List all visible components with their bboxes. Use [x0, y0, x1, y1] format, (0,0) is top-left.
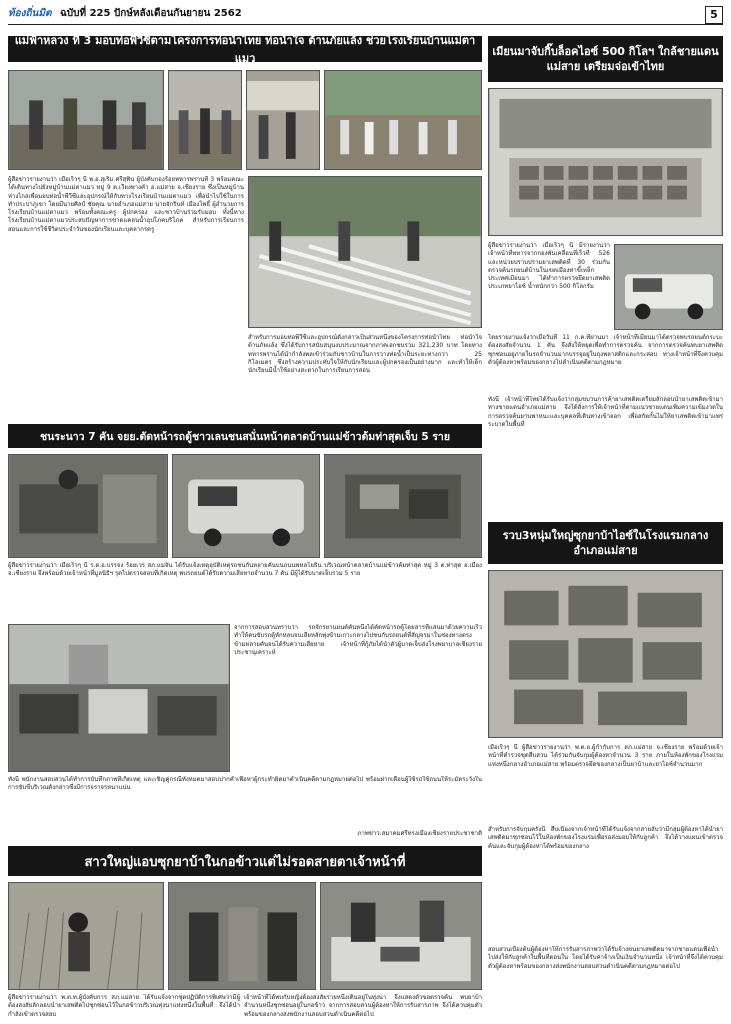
photo-arrest-officers — [168, 882, 316, 990]
story4-paragraph-1: เมื่อเร็วๆ นี้ ผู้สื่อข่าวรายงานว่า พ.ต.อ.ผู้กำกับการ สภ.แม่สาย จ.เชียงราย พร้อมด้วยเจ้าหน้าที่ตำรวจชุดสืบสวน ได้ร่วมกันจับกุมผู้ต้องหาจำนวน 3 ราย ภายในห้องพักของโรงแรมแห่งหนึ่งกลางอำเภอแม่สาย พร้อมตรวจยึดของกลางเป็นยาบ้าและยาไอซ์จำนวนมาก — [488, 744, 723, 768]
photo-crash-rescue — [8, 454, 168, 558]
story3-paragraph-3: ทั้งนี้ พนักงานสอบสวนได้ทำการบันทึกภาพที่เกิดเหตุ และเชิญคู่กรณีทั้งหมดมาสอบปากคำเพื่อหาผู้กระทำผิดมาดำเนินคดีตามกฎหมายต่อไป พร้อมฝากเตือนผู้ใช้รถใช้ถนนให้ระมัดระวังในการขับขี่บริเวณดังกล่าวซึ่งมีการจราจรหนาแน่น — [8, 776, 482, 792]
story2-paragraph-3: ทั้งนี้ เจ้าหน้าที่ไทยได้รับแจ้งว่ากลุ่มขบวนการค้ายาเสพติดเตรียมลักลอบนำยาเสพติดเข้ามาทางชายแดนอำเภอแม่สาย จึงได้สั่งการให้เจ้าหน้าที่ตามแนวชายแดนเพิ่มความเข้มงวดในการตรวจค้นยานพาหนะและบุคคลที่เดินทางเข้าออก เพื่อสกัดกั้นไม่ให้ยาเสพติดเข้ามาแพร่ระบาดในพื้นที่ — [488, 396, 723, 428]
newspaper-logo: ท้องถิ่นมิต — [8, 8, 52, 19]
photo-school-staff — [168, 70, 242, 170]
photo-pvc-pipes — [248, 176, 482, 328]
masthead — [8, 6, 723, 25]
photo-ceremony — [246, 70, 320, 170]
photo-crashed-van — [172, 454, 320, 558]
story4-paragraph-3: สอบสวนเบื้องต้นผู้ต้องหาให้การรับสารภาพว่าได้รับจ้างขนยาเสพติดมาจากชายแดนเพื่อนำไปส่งให้กับลูกค้าในพื้นที่ตอนใน โดยได้รับค่าจ้างเป็นเงินจำนวนหนึ่ง เจ้าหน้าที่จึงได้ควบคุมตัวผู้ต้องหาพร้อมของกลางส่งพนักงานสอบสวนดำเนินคดีตามกฎหมายต่อไป — [488, 946, 723, 970]
story3-paragraph-1: ผู้สื่อข่าวรายงานว่า เมื่อเร็วๆ นี้ ร.ต.อ.บรรจง ร้อยเวร สภ.แม่จัน ได้รับแจ้งเหตุอุบัติเหตุรถชนกันหลายคันบนถนนพหลโยธิน บริเวณหน้าตลาดบ้านแม่ข้าวต้มท่าสุด หมู่ 3 ต.ท่าสุด อ.เมือง จ.เชียงราย จึงพร้อมด้วยเจ้าหน้าที่มูลนิธิฯ รุดไปตรวจสอบที่เกิดเหตุ พบรถยนต์ได้รับความเสียหายจำนวน 7 คัน มีผู้ได้รับบาดเจ็บรวม 5 ราย — [8, 562, 482, 578]
story1-paragraph-1: ผู้สื่อข่าวรายงานว่า เมื่อเร็วๆ นี้ พ.อ.สุเริ่ม ศรีสุพิน ผู้บังคับกองร้อยทหารพรานที่ 3 พร้อมคณะได้เดินทางไปยังหมู่บ้านแม่ตาแมว หมู่ 9 ต.เวียงพางคำ อ.แม่สาย จ.เชียงราย ซึ่งเป็นหมู่บ้านห่างไกลเพื่อมอบท่อน้ำพีวีซีและอุปกรณ์ให้กับทางโรงเรียนบ้านแม่ตาแมว เพื่อนำไปใช้ในการทำประปาภูเขา โดยมีนายศิลป์ ชัยคุณ นายอำเภอแม่สาย นายจักรินท์ เมืองโพธิ์ ผู้อำนวยการโรงเรียนบ้านแม่ตาแมว พร้อมทั้งคณะครู ผู้ปกครอง และชาวบ้านร่วมรับมอบ ทั้งนี้ทางโรงเรียนบ้านแม่ตาแมวประสบปัญหาการขาดแคลนน้ำอุปโภคบริโภค สำหรับการเรียนการสอนและการใช้ชีวิตประจำวันของนักเรียนและบุคลากรครู — [8, 176, 244, 233]
story1-headline: แม่ฟ้าหลวง ที่ 3 มอบท่อพีวีซีตามโครงการท่อน้ำไทย ท่อน้ำใจ ต้านภัยแล้ง ช่วยโรงเรียนบ้านแม่ตาแมว — [8, 36, 482, 62]
story3-paragraph-2: จากการสอบสวนทราบว่า รถจักรยานยนต์คันหนึ่งได้ตัดหน้ารถตู้โดยสารที่แล่นมาด้วยความเร็ว ทำให้คนขับรถตู้หักหลบจนเสียหลักพุ่งข้ามเกาะกลางไปชนกับรถยนต์ที่สัญจรมาในช่องทางตรงข้ามหลายคันจนได้รับความเสียหาย เจ้าหน้าที่กู้ภัยได้นำตัวผู้บาดเจ็บส่งโรงพยาบาลเชียงรายประชานุเคราะห์ — [234, 624, 482, 656]
photo-pickup-truck — [614, 244, 723, 330]
photo-handover-officers — [8, 70, 164, 170]
photo-evidence-table — [320, 882, 482, 990]
photo-seized-drug-packs — [488, 570, 723, 738]
photo-vehicle-wreck — [324, 454, 482, 558]
story5-paragraph-2: เจ้าหน้าที่ได้พบกับหญิงต้องสงสัยรายหนึ่งเดินอยู่ในทุ่งนา จึงแสดงตัวขอตรวจค้น พบยาบ้าจำนวนหนึ่งซุกซ่อนอยู่ในกอข้าว จากการสอบสวนผู้ต้องหาให้การรับสารภาพ จึงได้ควบคุมตัวพร้อมของกลางส่งพนักงานสอบสวนดำเนินคดีต่อไป — [244, 994, 482, 1018]
story4-paragraph-2: สำหรับการจับกุมครั้งนี้ สืบเนื่องจากเจ้าหน้าที่ได้รับแจ้งจากสายลับว่ามีกลุ่มผู้ต้องหาได้นำยาเสพติดมาซุกซ่อนไว้ในห้องพักของโรงแรมเพื่อรอส่งมอบให้กับลูกค้า จึงได้วางแผนเข้าตรวจค้นและจับกุมผู้ต้องหาได้พร้อมของกลาง — [488, 826, 723, 850]
story5-headline: สาวใหญ่แอบซุกยาบ้าในกอข้าวแต่ไม่รอดสายตาเจ้าหน้าที่ — [8, 846, 482, 876]
photo-rice-field-search — [8, 882, 164, 990]
story1-paragraph-3: สำหรับการมอบท่อพีวีซีและอุปกรณ์ดังกล่าวเป็นส่วนหนึ่งของโครงการท่อน้ำไทย ท่อน้ำใจ ต้านภัยแล้ง ซึ่งได้รับการสนับสนุนงบประมาณจากภาคเอกชนรวม 321,230 บาท โดยทางทหารพรานได้นำกำลังพลเข้าร่วมกับชาวบ้านในการวางท่อน้ำเป็นระยะทางกว่า 25 กิโลเมตร ซึ่งสร้างความประทับใจให้กับนักเรียนและผู้ปกครองเป็นอย่างมาก และทำให้เด็กนักเรียนมีน้ำใช้อย่างสะดวกในการเรียนการสอน — [248, 334, 482, 375]
issue-info: ฉบับที่ 225 ปักษ์หลังเดือนกันยายน 2562 — [60, 8, 242, 19]
photo-seized-drugs — [488, 88, 723, 236]
photo-crash-scene-road — [8, 624, 230, 772]
story2-paragraph-2: โดยรายงานแจ้งว่าเมื่อวันที่ 11 ก.ค.ที่ผ่านมา เจ้าหน้าที่เมียนมาได้ตรวจพบรถยนต์กระบะต้องสงสัยจำนวน 1 คัน จึงสั่งให้หยุดเพื่อทำการตรวจค้น จากการตรวจค้นพบยาเสพติดซุกซ่อนอยู่ภายในรถจำนวนมากบรรจุอยู่ในถุงพลาสติกและกระสอบ ทางเจ้าหน้าที่จึงควบคุมตัวผู้ต้องหาพร้อมของกลางไปดำเนินคดีตามกฎหมาย — [488, 334, 723, 366]
photo-students — [324, 70, 482, 170]
story3-photo-credit: ภาพข่าว:สมาคมศรีทรงเมืองเชียงรายประชาชาติ — [357, 830, 482, 837]
story2-headline: เมียนมาจับกิ๊บล็อคไอซ์ 500 กิโลฯ ใกล้ชายแดนแม่สาย เตรียมจ่อเข้าไทย — [488, 36, 723, 82]
story5-paragraph-1: ผู้สื่อข่าวรายงานว่า พ.ต.ท.ผู้บังคับการ สภ.แม่สาย ได้รับแจ้งจากชุดปฏิบัติการพิเศษว่ามีผู้ต้องสงสัยลักลอบนำยาเสพติดไปซุกซ่อนไว้ในกอข้าวบริเวณทุ่งนาแห่งหนึ่งในพื้นที่ จึงได้นำกำลังเข้าตรวจสอบ — [8, 994, 240, 1018]
page-number: 5 — [705, 6, 723, 24]
story3-headline: ชนระนาว 7 คัน จยย.ตัดหน้ารถตู้ชาวเลนชนสนั่นหน้าตลาดบ้านแม่ข้าวต้มท่าสุดเจ็บ 5 ราย — [8, 424, 482, 448]
story2-paragraph-1: ผู้สื่อข่าวรายงานว่า เมื่อเร็วๆ นี้ มีรายงานว่า เจ้าหน้าที่ทหารจากกองพันเคลื่อนที่เร็วที่ 526 และหน่วยปราบปรามยาเสพติดที่ 30 ร่วมกันตรวจค้นรถยนต์บ้านในเขตเมืองท่าขี้เหล็ก ประเทศเมียนมา ได้ทำการตรวจยึดยาเสพติดประเภทยาไอซ์ น้ำหนักกว่า 500 กิโลกรัม — [488, 242, 610, 291]
story4-headline: รวบ3หนุ่มใหญ่ซุกยาบ้าไอซ์ในโรงแรมกลางอำเภอแม่สาย — [488, 522, 723, 564]
